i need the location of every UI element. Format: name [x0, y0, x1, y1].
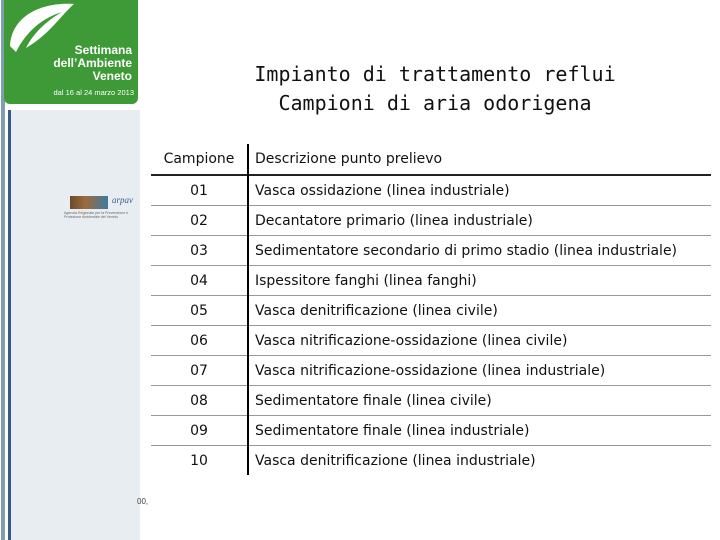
- table-row: [151, 296, 711, 326]
- table-row: [151, 386, 711, 416]
- sample-id-cell: 07: [151, 356, 248, 386]
- table-row: [151, 206, 711, 236]
- table-row: [151, 356, 711, 386]
- agency-logo-image: [70, 196, 108, 209]
- event-logo: [4, 0, 138, 104]
- sample-description-cell: Ispessitore fanghi (linea fanghi): [248, 266, 711, 296]
- sample-id-cell: 05: [151, 296, 248, 326]
- footer-text: 00,: [137, 497, 149, 506]
- table-row: [151, 236, 711, 266]
- title-line-1: Impianto di trattamento reflui: [254, 62, 616, 86]
- samples-table-container: [151, 144, 711, 475]
- sample-id-cell: 02: [151, 206, 248, 236]
- sample-description-cell: Vasca denitrificazione (linea industriale): [248, 446, 711, 476]
- table-row: [151, 416, 711, 446]
- agency-logo-caption: Agenzia Regionale per la Prevenzione e Protezione Ambientale del Veneto: [64, 211, 129, 220]
- header-sample-id: Campione: [151, 144, 248, 175]
- table-row: [151, 326, 711, 356]
- event-name: Settimana dell’Ambiente Veneto: [53, 43, 132, 83]
- agency-logo: [60, 195, 140, 225]
- sample-id-cell: 10: [151, 446, 248, 476]
- header-description: Descrizione punto prelievo: [255, 151, 443, 167]
- sample-description-cell: Vasca ossidazione (linea industriale): [248, 175, 711, 206]
- slide-title: [190, 60, 680, 118]
- sample-description-cell: Vasca denitrificazione (linea civile): [248, 296, 711, 326]
- sidebar: [0, 0, 140, 540]
- table-row: [151, 175, 711, 206]
- sample-description-cell: Sedimentatore finale (linea industriale): [248, 416, 711, 446]
- samples-table: [151, 144, 711, 475]
- sample-description-cell: Vasca nitrificazione-ossidazione (linea industriale): [248, 356, 711, 386]
- table-header-row: [151, 144, 711, 175]
- sample-id-cell: 08: [151, 386, 248, 416]
- table-row: [151, 446, 711, 476]
- sample-id-cell: 03: [151, 236, 248, 266]
- sample-id-cell: 09: [151, 416, 248, 446]
- sample-id-cell: 04: [151, 266, 248, 296]
- agency-logo-brand: arpav: [112, 195, 133, 205]
- sample-description-cell: Decantatore primario (linea industriale): [248, 206, 711, 236]
- title-line-2: Campioni di aria odorigena: [278, 91, 592, 115]
- sample-id-cell: 01: [151, 175, 248, 206]
- sample-description-cell: Sedimentatore finale (linea civile): [248, 386, 711, 416]
- event-dates: dal 16 al 24 marzo 2013: [53, 88, 134, 97]
- sidebar-panel: [8, 110, 140, 540]
- sample-id-cell: 06: [151, 326, 248, 356]
- table-row: [151, 266, 711, 296]
- sample-description-cell: Vasca nitrificazione-ossidazione (linea civile): [248, 326, 711, 356]
- sample-description-cell: Sedimentatore secondario di primo stadio (linea industriale): [248, 236, 711, 266]
